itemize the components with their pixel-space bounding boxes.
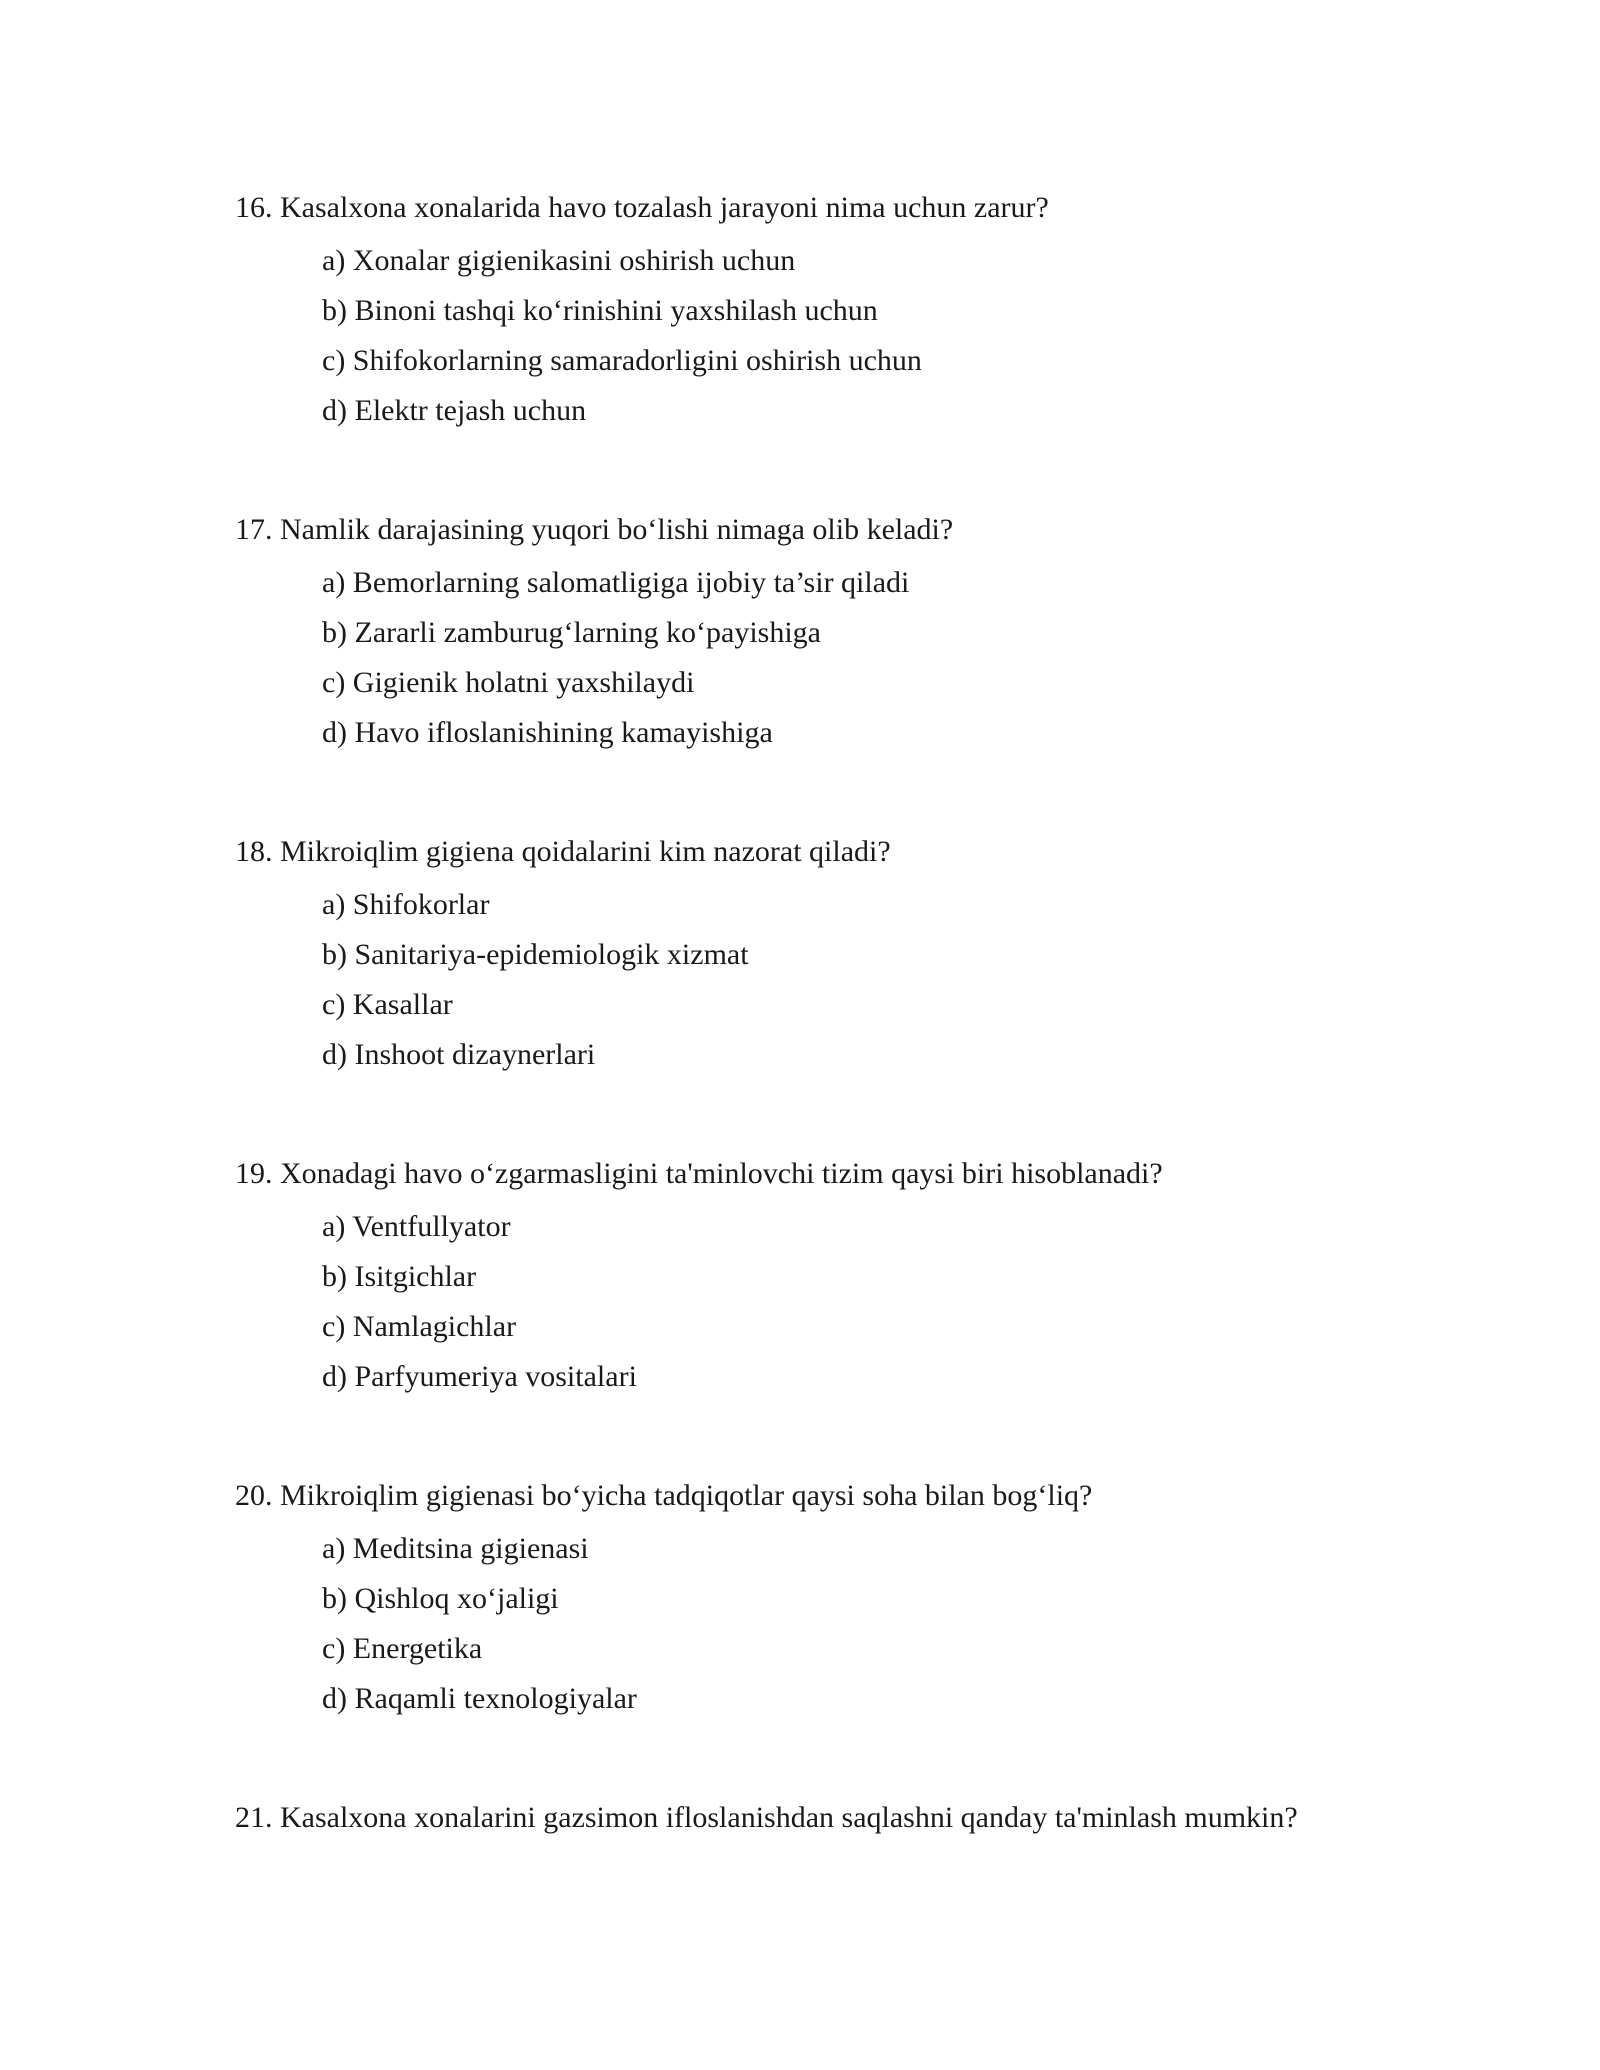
question-text: 19. Xonadagi havo o‘zgarmasligini ta'minlovchi tizim qaysi biri hisoblanadi? bbox=[235, 1157, 1163, 1190]
answer-option-a: a) Meditsina gigienasi bbox=[322, 1532, 589, 1565]
answer-option-b: b) Sanitariya-epidemiologik xizmat bbox=[322, 938, 749, 971]
answer-option-d: d) Parfyumeriya vositalari bbox=[322, 1360, 637, 1393]
answer-option-b: b) Binoni tashqi ko‘rinishini yaxshilash uchun bbox=[322, 294, 878, 327]
question-21 bbox=[235, 1800, 1435, 1836]
answer-option-b: b) Zararli zamburug‘larning ko‘payishiga bbox=[322, 616, 821, 649]
answer-option-b: b) Qishloq xo‘jaligi bbox=[322, 1582, 559, 1615]
answer-option-d: d) Havo ifloslanishining kamayishiga bbox=[322, 716, 773, 749]
question-text: 16. Kasalxona xonalarida havo tozalash jarayoni nima uchun zarur? bbox=[235, 191, 1049, 224]
question-16 bbox=[235, 190, 1435, 443]
question-text: 18. Mikroiqlim gigiena qoidalarini kim nazorat qiladi? bbox=[235, 835, 891, 868]
answer-option-a: a) Xonalar gigienikasini oshirish uchun bbox=[322, 244, 796, 277]
answer-option-a: a) Ventfullyator bbox=[322, 1210, 511, 1243]
answer-option-c: c) Namlagichlar bbox=[322, 1310, 517, 1343]
question-text: 17. Namlik darajasining yuqori bo‘lishi nimaga olib keladi? bbox=[235, 513, 954, 546]
answer-options bbox=[235, 1209, 1435, 1409]
answer-option-b: b) Isitgichlar bbox=[322, 1260, 477, 1293]
question-text: 21. Kasalxona xonalarini gazsimon ifloslanishdan saqlashni qanday ta'minlash mumkin? bbox=[235, 1801, 1298, 1834]
question-17 bbox=[235, 512, 1435, 765]
answer-option-d: d) Elektr tejash uchun bbox=[322, 394, 587, 427]
answer-option-a: a) Bemorlarning salomatligiga ijobiy ta’sir qiladi bbox=[322, 566, 910, 599]
answer-option-c: c) Gigienik holatni yaxshilaydi bbox=[322, 666, 695, 699]
question-19 bbox=[235, 1156, 1435, 1409]
answer-options bbox=[235, 243, 1435, 443]
answer-option-d: d) Raqamli texnologiyalar bbox=[322, 1682, 637, 1715]
question-text: 20. Mikroiqlim gigienasi bo‘yicha tadqiqotlar qaysi soha bilan bog‘liq? bbox=[235, 1479, 1093, 1512]
answer-option-d: d) Inshoot dizaynerlari bbox=[322, 1038, 596, 1071]
answer-option-c: c) Energetika bbox=[322, 1632, 483, 1665]
question-18 bbox=[235, 834, 1435, 1087]
answer-option-a: a) Shifokorlar bbox=[322, 888, 490, 921]
answer-options bbox=[235, 887, 1435, 1087]
answer-option-c: c) Kasallar bbox=[322, 988, 453, 1021]
question-20 bbox=[235, 1478, 1435, 1731]
answer-option-c: c) Shifokorlarning samaradorligini oshirish uchun bbox=[322, 344, 922, 377]
answer-options bbox=[235, 565, 1435, 765]
answer-options bbox=[235, 1531, 1435, 1731]
